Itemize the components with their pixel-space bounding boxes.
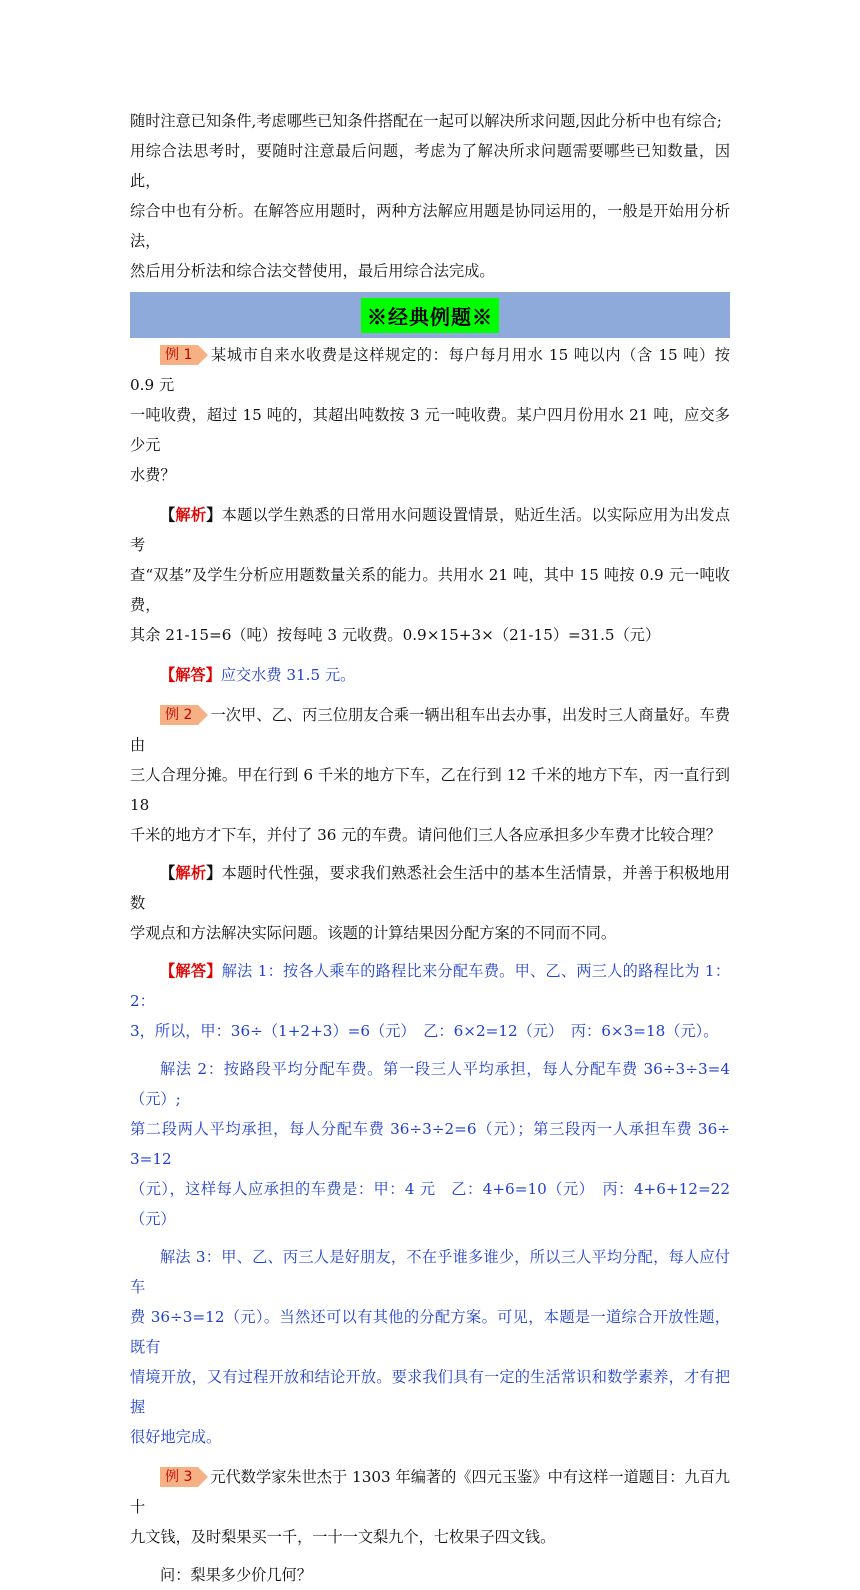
answer-label: 【解答】 [160, 962, 222, 980]
example-3 [130, 1462, 730, 1590]
example-2-line: 例 2 一次甲、乙、丙三位朋友合乘一辆出租车出去办事，出发时三人商量好。车费由 [130, 706, 730, 754]
analysis-label: 解析 [175, 506, 207, 524]
example-1-analysis-line: 查“双基”及学生分析应用题数量关系的能力。共用水 21 吨，其中 15 吨按 0.9 元一吨收费， [130, 566, 730, 614]
analysis-label: 解析 [175, 864, 207, 882]
document-content [130, 106, 730, 1590]
example-1-line: 水费？ [130, 466, 176, 484]
example-1-answer [130, 660, 730, 690]
section-banner [130, 292, 730, 338]
example-2-method-2-line: 第二段两人平均承担，每人分配车费 36÷3÷2=6（元）；第三段丙一人承担车费 36÷ 3=12 [130, 1120, 730, 1168]
answer-label: 【解答】 [160, 666, 221, 684]
example-2-method-3: 解法 3：甲、乙、丙三人是好朋友，不在乎谁多谁少，所以三人平均分配，每人应付车 [130, 1248, 730, 1296]
example-2-method-2: 解法 2：按路段平均分配车费。第一段三人平均承担，每人分配车费 36÷3÷3=4（元）; [130, 1060, 730, 1108]
example-1-tag: 例 1 [160, 345, 198, 365]
example-1 [130, 340, 730, 690]
example-3-tag: 例 3 [160, 1467, 198, 1487]
intro-line: 综合中也有分析。在解答应用题时，两种方法解应用题是协同运用的，一般是开始用分析法， [130, 202, 730, 250]
example-2-method-3-line: 情境开放，又有过程开放和结论开放。要求我们具有一定的生活常识和数学素养，才有把握 [130, 1368, 730, 1416]
example-2 [130, 700, 730, 1452]
answer-text: 应交水费 31.5 元。 [220, 666, 356, 684]
intro-line: 用综合法思考时，要随时注意最后问题，考虑为了解决所求问题需要哪些已知数量，因此， [130, 142, 730, 190]
intro-line: 然后用分析法和综合法交替使用，最后用综合法完成。 [130, 262, 495, 280]
example-2-analysis: 【解析】本题时代性强，要求我们熟悉社会生活中的基本生活情景，并善于积极地用数 [130, 864, 731, 912]
intro-paragraph [130, 106, 730, 286]
example-2-line: 三人合理分摊。甲在行到 6 千米的地方下车，乙在行到 12 千米的地方下车，丙一直行到 18 [130, 766, 730, 814]
intro-line: 随时注意已知条件,考虑哪些已知条件搭配在一起可以解决所求问题,因此分析中也有综合; [130, 112, 722, 130]
example-1-line: 例 1 某城市自来水收费是这样规定的：每户每月用水 15 吨以内（含 15 吨）按 0.9 元 [130, 346, 730, 394]
example-2-analysis-line: 学观点和方法解决实际问题。该题的计算结果因分配方案的不同而不同。 [130, 924, 616, 942]
example-2-method-2-line: （元），这样每人应承担的车费是：甲：4 元 乙：4+6=10（元） 丙：4+6+12=22（元） [130, 1180, 730, 1228]
example-1-line: 一吨收费，超过 15 吨的，其超出吨数按 3 元一吨收费。某户四月份用水 21 吨，应交多少元 [130, 406, 730, 454]
example-2-line: 千米的地方才下车，并付了 36 元的车费。请问他们三人各应承担多少车费才比较合理？ [130, 826, 721, 844]
example-3-line: 九文钱，及时梨果买一千，一十一文梨九个，七枚果子四文钱。 [130, 1528, 556, 1546]
example-3-line: 例 3 元代数学家朱世杰于 1303 年编著的《四元玉鉴》中有这样一道题目：九百九十 [130, 1468, 730, 1516]
example-1-analysis: 【解析】本题以学生熟悉的日常用水问题设置情景，贴近生活。以实际应用为出发点考 [130, 506, 731, 554]
section-title: ※经典例题※ [361, 298, 499, 333]
example-2-method-1-line: 3，所以，甲：36÷（1+2+3）=6（元） 乙：6×2=12（元） 丙：6×3=18（元）。 [130, 1022, 719, 1040]
example-2-method-3-line: 费 36÷3=12（元）。当然还可以有其他的分配方案。可见，本题是一道综合开放性题，既有 [130, 1308, 730, 1356]
example-2-method-1: 【解答】解法 1：按各人乘车的路程比来分配车费。甲、乙、两三人的路程比为 1：2： [130, 962, 731, 1010]
example-3-question: 问：梨果多少价几何？ [160, 1566, 312, 1584]
example-2-method-3-line: 很好地完成。 [130, 1428, 222, 1446]
example-2-tag: 例 2 [160, 705, 198, 725]
example-1-analysis-line: 其余 21-15=6（吨）按每吨 3 元收费。0.9×15+3×（21-15）=31.5（元） [130, 626, 661, 644]
